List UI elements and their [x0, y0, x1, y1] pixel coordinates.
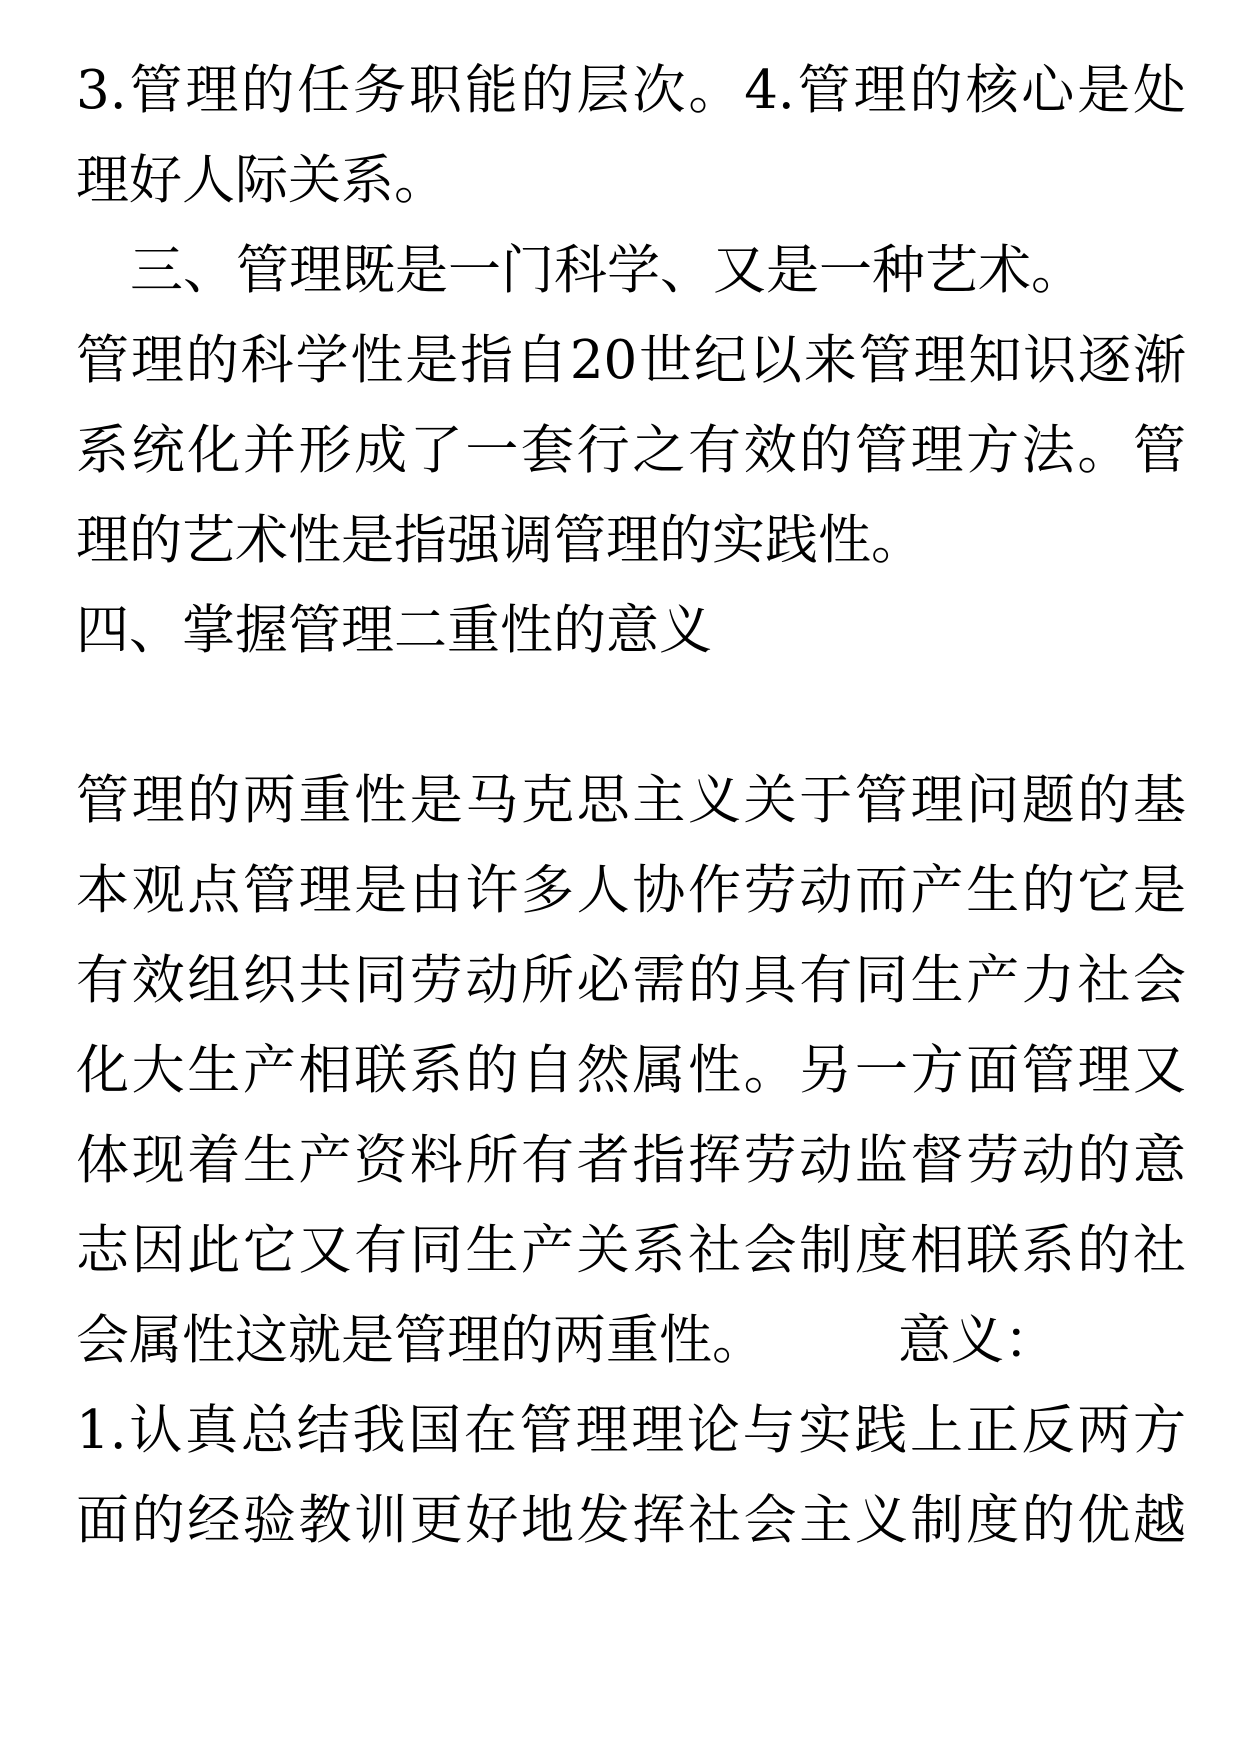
text-line-5: 系统化并形成了一套行之有效的管理方法。管: [76, 420, 1186, 481]
text-line-9: 本观点管理是由许多人协作劳动而产生的它是: [76, 860, 1186, 921]
text-line-16: 面的经验教训更好地发挥社会主义制度的优越: [76, 1490, 1186, 1551]
text-line-8: 管理的两重性是马克思主义关于管理问题的基: [76, 770, 1186, 831]
section-heading-4: 四、掌握管理二重性的意义: [76, 600, 712, 661]
text-line-1: 3.管理的任务职能的层次。4.管理的核心是处: [76, 60, 1186, 121]
text-line-10: 有效组织共同劳动所必需的具有同生产力社会: [76, 950, 1186, 1011]
text-line-12: 体现着生产资料所有者指挥劳动监督劳动的意: [76, 1130, 1186, 1191]
text-line-15: 1.认真总结我国在管理理论与实践上正反两方: [76, 1400, 1186, 1461]
text-line-11: 化大生产相联系的自然属性。另一方面管理又: [76, 1040, 1186, 1101]
meaning-label: 意义：: [898, 1310, 1057, 1371]
text-line-13: 志因此它又有同生产关系社会制度相联系的社: [76, 1220, 1186, 1281]
text-line-14: 会属性这就是管理的两重性。: [76, 1310, 765, 1371]
text-line-6: 理的艺术性是指强调管理的实践性。: [76, 510, 924, 571]
text-line-2: 理好人际关系。: [76, 150, 447, 211]
text-line-4: 管理的科学性是指自20世纪以来管理知识逐渐: [76, 330, 1186, 391]
section-heading-3: 三、管理既是一门科学、又是一种艺术。: [130, 240, 1084, 301]
